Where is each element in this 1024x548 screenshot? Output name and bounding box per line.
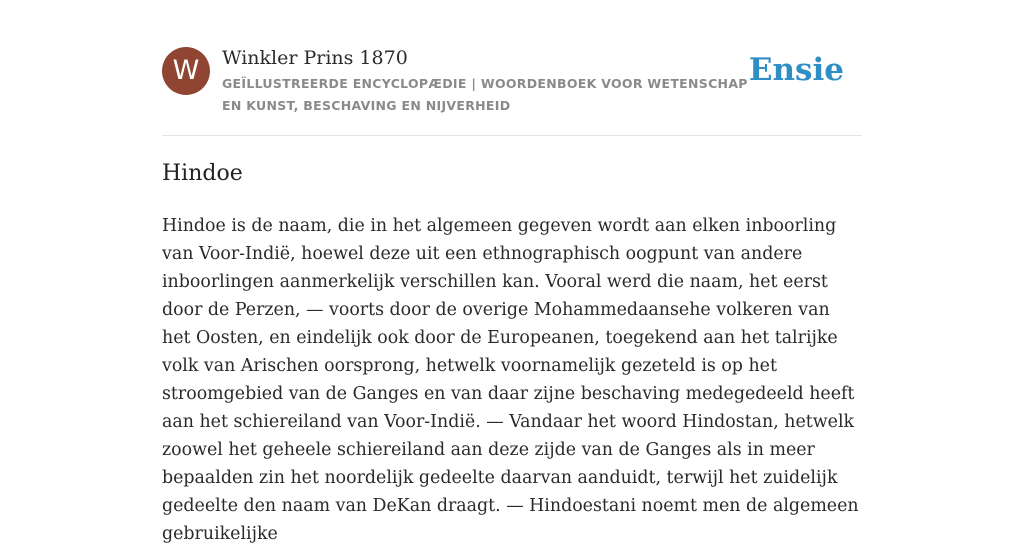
source-subtitle: GEÏLLUSTREERDE ENCYCLOPÆDIE | WOORDENBOEK VOOR WETENSCHAP EN KUNST, BESCHAVING EN NIJVERHEID: [222, 76, 748, 113]
ensie-logo[interactable]: Ensie: [748, 52, 844, 88]
source-title[interactable]: Winkler Prins 1870: [222, 47, 408, 69]
header-divider: [162, 135, 862, 136]
source-avatar[interactable]: W: [162, 47, 210, 95]
entry-body: Hindoe is de naam, die in het algemeen gegeven wordt aan elken inboorling van Voor-Indië, hoewel deze uit een ethnographisch oogpunt van andere inboorlingen aanmerkelijk verschillen kan. Vooral werd die naam, het eerst door de Perzen, — voorts door de overige Mohammedaansehe volkeren van het Oosten, en eindelijk ook door de Europeanen, toegekend aan het talrijke volk van Arischen oorsprong, hetwelk voornamelijk gezeteld is op het stroomgebied van de Ganges en van daar zijne beschaving medegedeeld heeft aan het schiereiland van Voor-Indië. — Vandaar het woord Hindostan, hetwelk zoowel het geheele schiereiland aan deze zijde van de Ganges als in meer bepaalden zin het noordelijk gedeelte daarvan aanduidt, terwijl het zuidelijk gedeelte den naam van DeKan draagt. — Hindoestani noemt men de algemeen gebruikelijke: [162, 216, 859, 544]
entry-title: Hindoe: [162, 161, 243, 186]
source-header: [162, 46, 862, 116]
